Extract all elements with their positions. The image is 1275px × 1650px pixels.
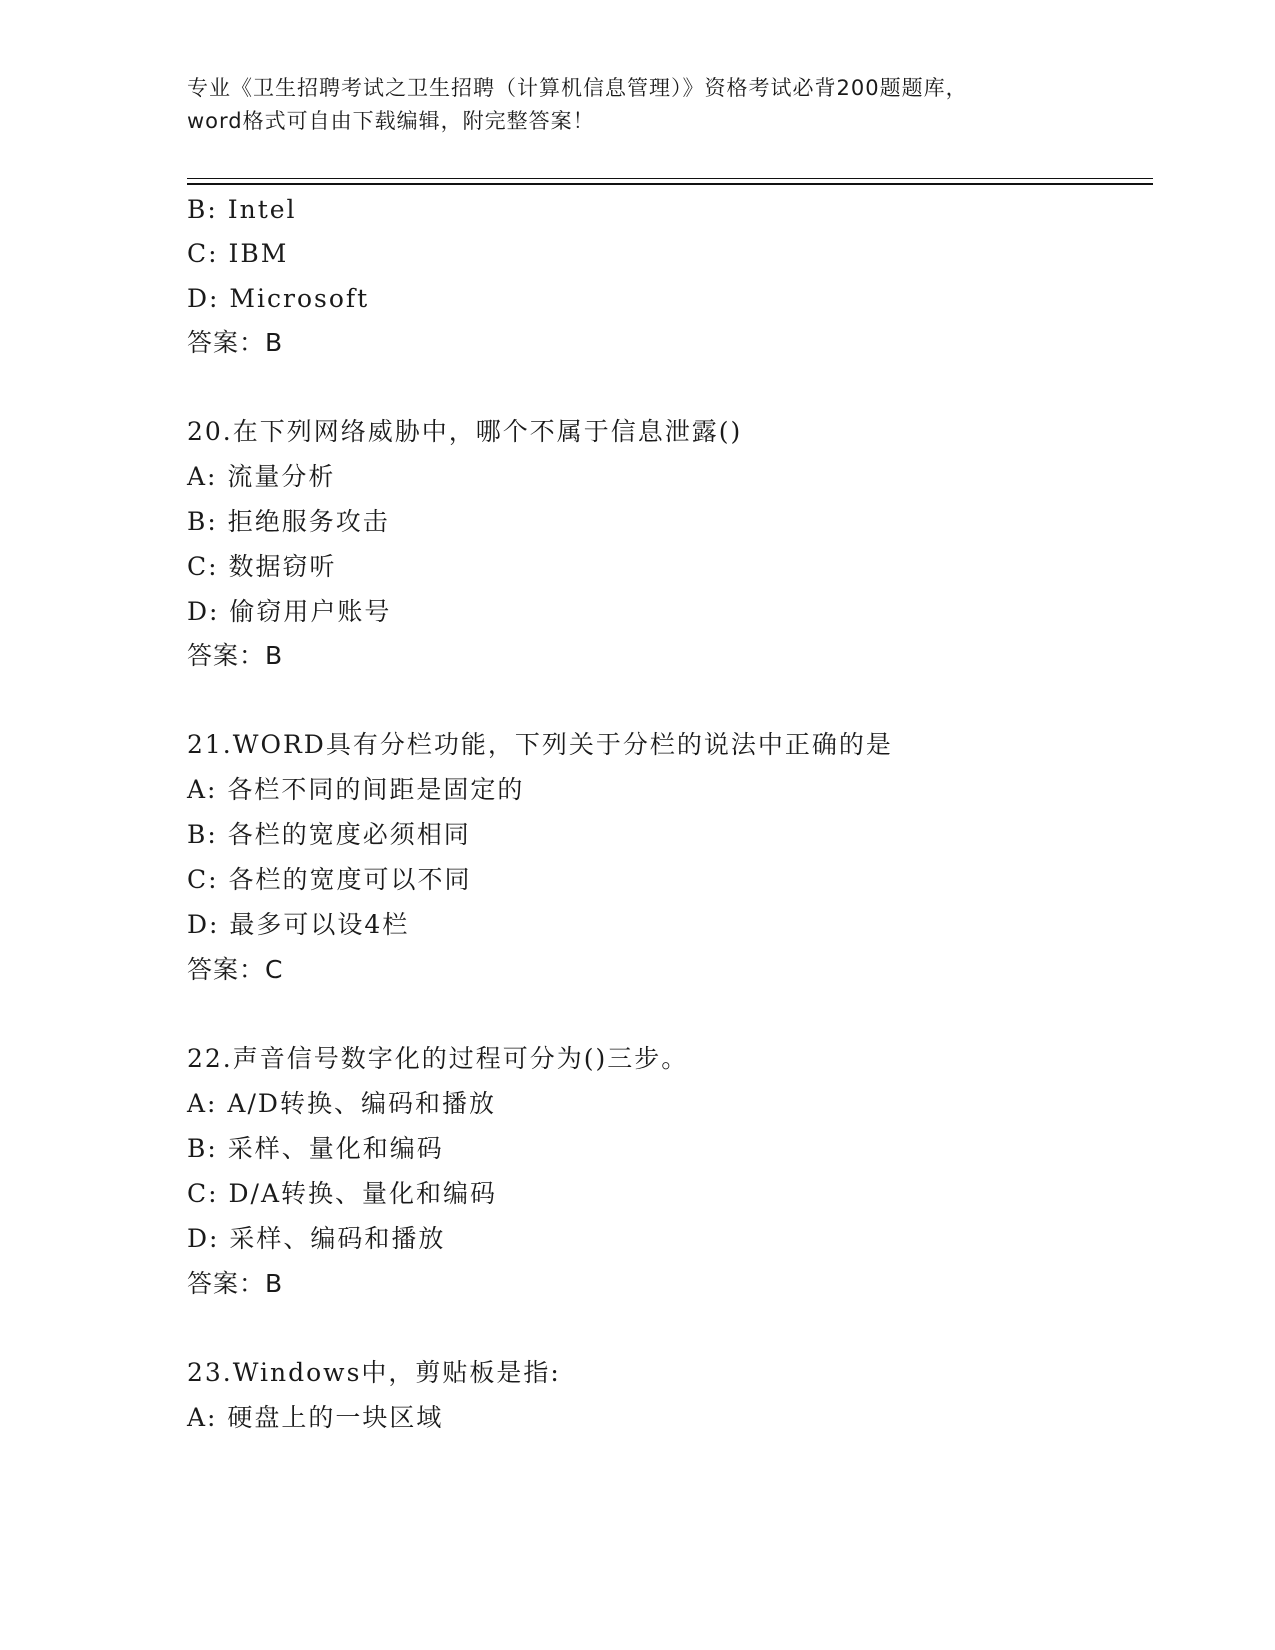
answer-line: 答案：B (187, 328, 284, 357)
question-21-answer: 答案：C (187, 955, 284, 984)
question-23-option-a: A: 硬盘上的一块区域 (187, 1403, 444, 1432)
document-header (187, 72, 1087, 138)
header-subtitle-line: word格式可自由下载编辑，附完整答案！ (187, 109, 595, 133)
question-22-option-d: D: 采样、编码和播放 (187, 1224, 446, 1253)
option-b: B: Intel (187, 195, 297, 224)
question-22-answer: 答案：B (187, 1269, 284, 1298)
question-21-option-a: A: 各栏不同的间距是固定的 (187, 775, 525, 804)
header-divider-thin (187, 178, 1153, 179)
question-20-stem: 20.在下列网络威胁中，哪个不属于信息泄露() (187, 417, 743, 446)
option-c: C: IBM (187, 239, 289, 268)
question-23-stem: 23.Windows中，剪贴板是指: (187, 1358, 561, 1387)
question-21-option-d: D: 最多可以设4栏 (187, 910, 410, 939)
question-21-option-c: C: 各栏的宽度可以不同 (187, 865, 472, 894)
question-22-option-b: B: 采样、量化和编码 (187, 1134, 444, 1163)
question-20-option-d: D: 偷窃用户账号 (187, 597, 392, 626)
question-20-answer: 答案：B (187, 641, 284, 670)
header-divider-thick (187, 183, 1153, 185)
question-20-option-c: C: 数据窃听 (187, 552, 337, 581)
question-22-option-a: A: A/D转换、编码和播放 (187, 1089, 496, 1118)
question-22-option-c: C: D/A转换、量化和编码 (187, 1179, 498, 1208)
header-title-line: 专业《卫生招聘考试之卫生招聘（计算机信息管理）》资格考试必背200题题库， (187, 76, 968, 100)
question-20-option-b: B: 拒绝服务攻击 (187, 507, 390, 536)
question-20-option-a: A: 流量分析 (187, 462, 336, 491)
question-21-option-b: B: 各栏的宽度必须相同 (187, 820, 471, 849)
question-22-stem: 22.声音信号数字化的过程可分为()三步。 (187, 1044, 689, 1073)
option-d: D: Microsoft (187, 284, 370, 313)
question-21-stem: 21.WORD具有分栏功能，下列关于分栏的说法中正确的是 (187, 730, 893, 759)
